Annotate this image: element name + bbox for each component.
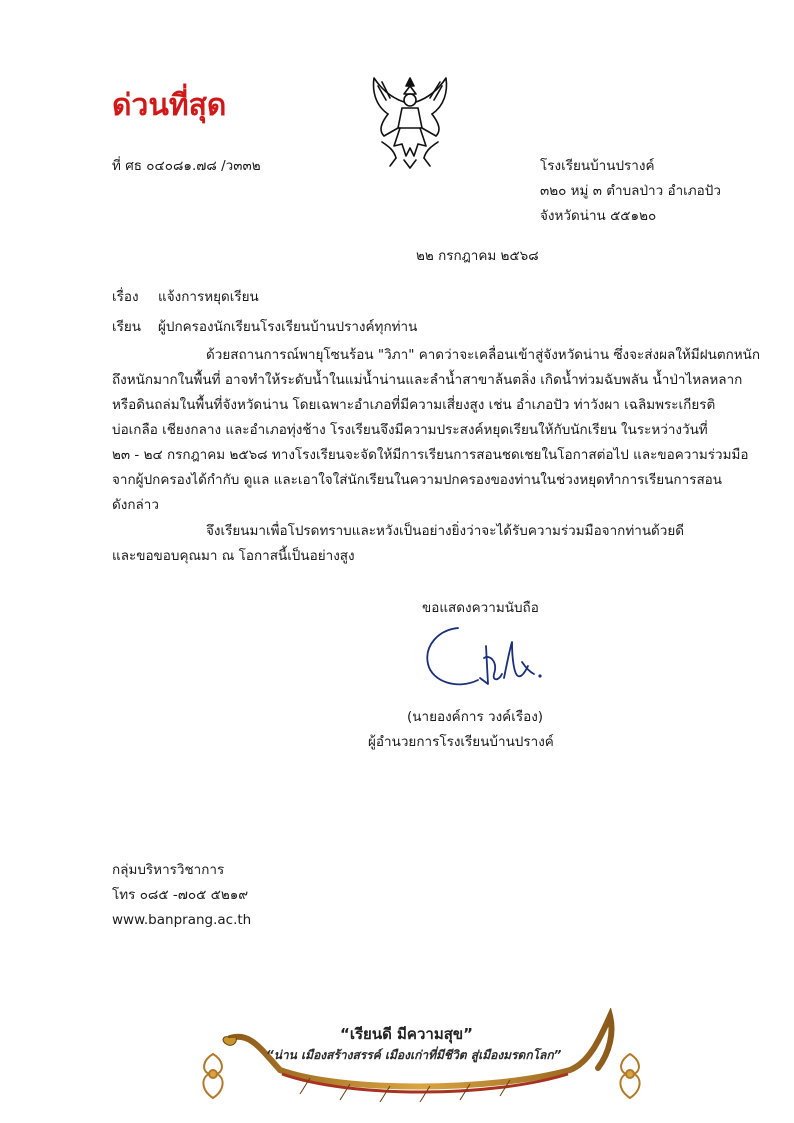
body-line: บ่อเกลือ เชียงกลาง และอำเภอทุ่งช้าง โรงเรียนจึงมีความประสงค์หยุดเรียนให้กับนักเรียน ในระหว่างวันที่ [112,422,708,438]
body-line: ดังกล่าว [112,497,159,513]
signer-name: (นายองค์การ วงค์เรือง) [407,709,544,725]
body-line: และขอขอบคุณมา ณ โอกาสนี้เป็นอย่างสูง [112,548,355,564]
province-slogan: “น่าน เมืองสร้างสรรค์ เมืองเก่าที่มีชีวิต สู่เมืองมรดกโลก” [266,1048,562,1062]
contact-department: กลุ่มบริหารวิชาการ [112,862,225,878]
thai-ornament-icon [612,1050,648,1102]
sender-address-line: ๓๒๐ หมู่ ๓ ตำบลป่าว อำเภอปัว [540,183,721,199]
urgency-heading: ด่วนที่สุด [112,88,227,123]
signature [418,618,548,694]
school-slogan: “เรียนดี มีความสุข” [340,1025,473,1043]
body-line: ๒๓ - ๒๔ กรกฎาคม ๒๕๖๘ ทางโรงเรียนจะจัดให้มีการเรียนการสอนชดเชยในโอกาสต่อไป และขอความร่วมมือ [112,447,749,463]
subject-text: แจ้งการหยุดเรียน [158,289,259,305]
body-paragraph-1 [112,343,761,518]
contact-phone: โทร ๐๘๕ -๗๐๕ ๕๒๑๙ [112,887,249,903]
sender-address-line: โรงเรียนบ้านปรางค์ [540,158,655,174]
body-line: จึงเรียนมาเพื่อโปรดทราบและหวังเป็นอย่างยิ่งว่าจะได้รับความร่วมมือจากท่านด้วยดี [206,523,685,539]
body-line: ด้วยสถานการณ์พายุโซนร้อน "วิภา" คาดว่าจะเคลื่อนเข้าสู่จังหวัดน่าน ซึ่งจะส่งผลให้มีฝนตกหนัก [206,347,761,363]
body-line: หรือดินถล่มในพื้นที่จังหวัดน่าน โดยเฉพาะอำเภอที่มีความเสี่ยงสูง เช่น อำเภอปัว ท่าวังผา เฉลิมพระเกียรติ [112,397,716,413]
recipient-label: เรียน [112,319,142,335]
contact-website-link[interactable]: www.banprang.ac.th [112,912,252,928]
letter-date: ๒๒ กรกฎาคม ๒๕๖๘ [416,248,539,264]
subject-label: เรื่อง [112,289,139,305]
body-line: ถึงหนักมากในพื้นที่ อาจทำให้ระดับน้ำในแม่น้ำน่านและลำน้ำสาขาล้นตลิ่ง เกิดน้ำท่วมฉับพลัน น้ำป่าไหลหลาก [112,372,743,388]
thai-ornament-icon [195,1050,231,1102]
garuda-emblem-icon [362,72,458,172]
sender-address-line: จังหวัดน่าน ๕๕๑๒๐ [540,208,657,224]
body-paragraph-2 [112,519,720,569]
recipient-text: ผู้ปกครองนักเรียนโรงเรียนบ้านปรางค์ทุกท่าน [158,319,418,335]
signer-position: ผู้อำนวยการโรงเรียนบ้านปรางค์ [368,734,554,750]
body-line: จากผู้ปกครองได้กำกับ ดูแล และเอาใจใส่นักเรียนในความปกครองของท่านในช่วงหยุดทำการเรียนการสอน [112,472,723,488]
document-number: ที่ ศธ ๐๔๐๘๑.๗๘ /ว๓๓๒ [112,158,261,174]
closing-salutation: ขอแสดงความนับถือ [422,600,539,616]
